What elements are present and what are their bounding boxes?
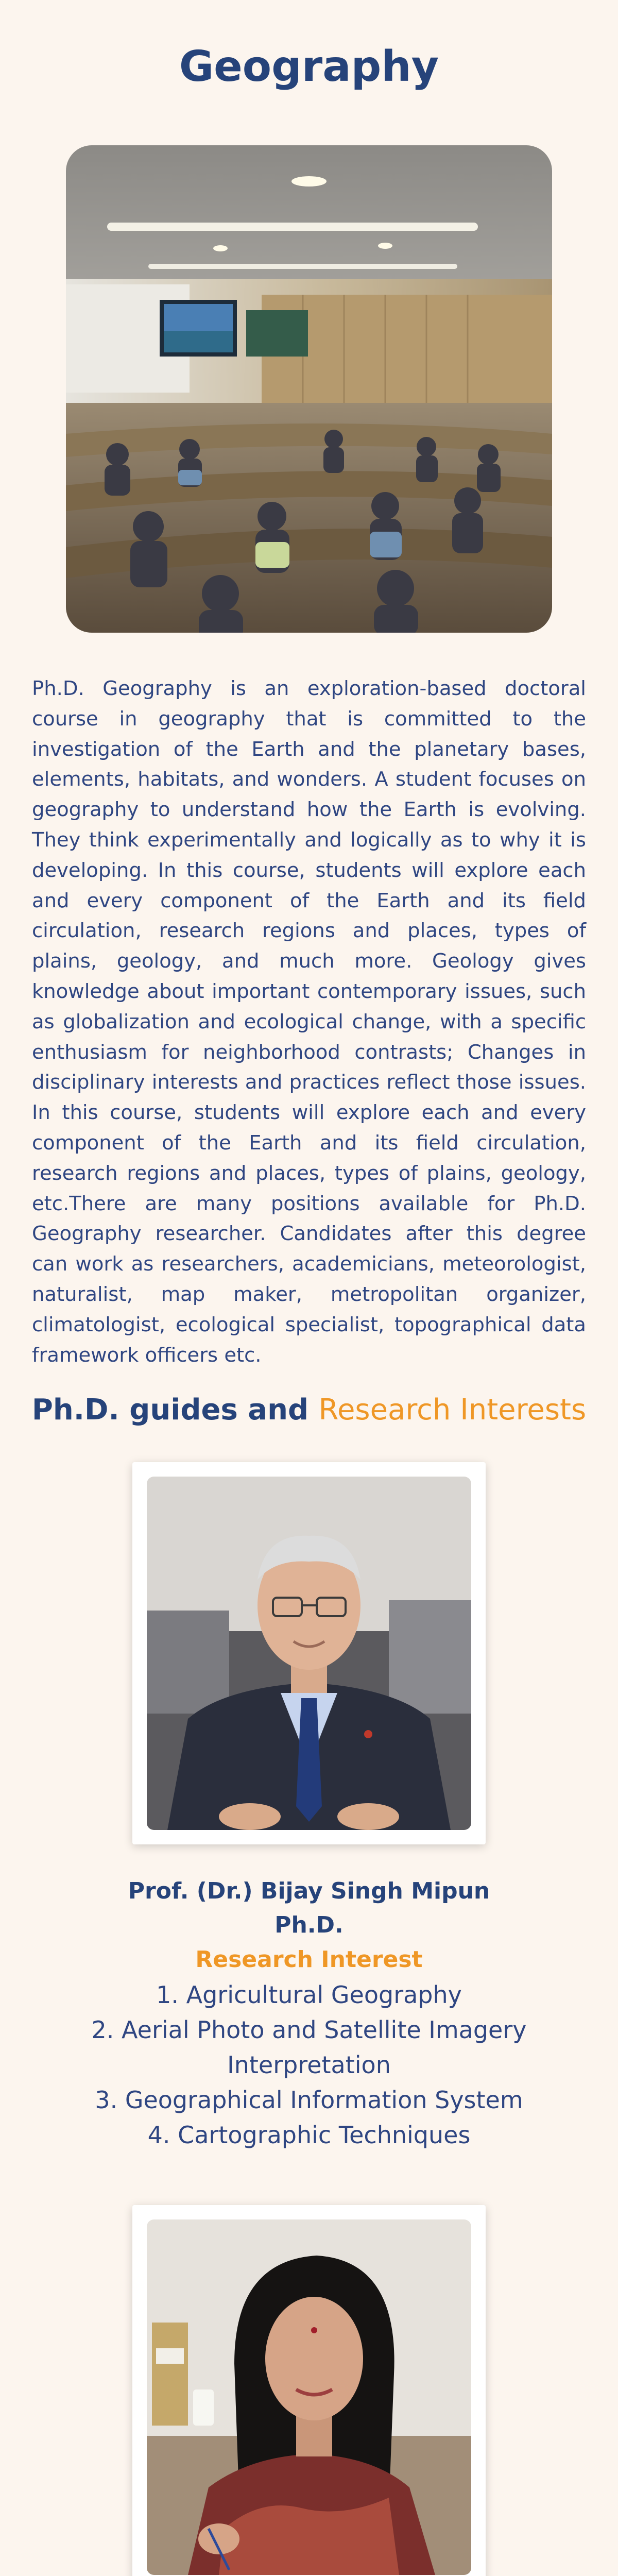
guides-heading [0,1392,618,1428]
research-interest-list [52,1977,566,2153]
research-interest-item: 4. Cartographic Techniques [147,2121,471,2149]
guide-photo-card [132,1462,486,1844]
guide-name: Prof. (Dr.) Bijay Singh Mipun [128,1878,490,1904]
research-interest-item: 3. Geographical Information System [95,2086,523,2114]
guides-heading-part2: Research Interests [318,1393,587,1427]
guide-photo [147,2219,471,2575]
intro-paragraph: Ph.D. Geography is an exploration-based doctoral course in geography that is committed to the investigation of the Earth and the planetary bases, elements, habitats, and wonders. A student focuses on geography to understand how the Earth is evolving. They think experimentally and logically as to why it is developing. In this course, students will explore each and every component of the Earth and its field circulation, research regions and places, types of plains, geology, and much more. Geology gives knowledge about important contemporary issues, such as globalization and ecological change, with a specific enthusiasm for neighborhood contrasts; Changes in disciplinary interests and practices reflect those issues. In this course, students will explore each and every component of the Earth and its field circulation, research regions and places, types of plains, geology, etc.There are many positions available for Ph.D. Geography researcher. Candidates after this degree can work as researchers, academicians, meteorologist, naturalist, map maker, metropolitan organizer, climatologist, ecological specialist, topographical data framework officers etc. [32,677,586,1367]
classroom-photo [66,145,552,633]
research-interest-label: Research Interest [195,1946,423,1973]
guide-photo [147,1477,471,1830]
research-interest-item: 2. Aerial Photo and Satellite Imagery Interpretation [91,2016,527,2079]
guide-info [52,1874,566,2153]
page-title: Geography [179,42,439,91]
guide-degree: Ph.D. [274,1912,344,1938]
research-interest-item: 1. Agricultural Geography [156,1981,462,2009]
guide-photo-card [132,2205,486,2576]
guides-heading-part1: Ph.D. guides and [31,1393,309,1427]
